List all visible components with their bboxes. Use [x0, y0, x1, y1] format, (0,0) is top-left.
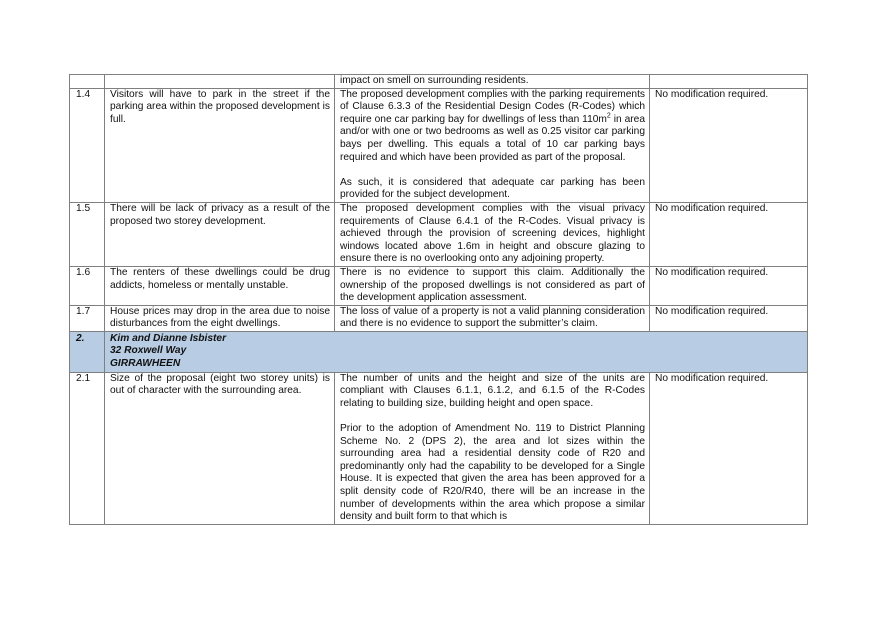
submitter-number: 2. [70, 331, 105, 372]
submitter-details [105, 331, 808, 372]
table-row [70, 202, 808, 266]
outcome-cell: No modification required. [650, 372, 808, 524]
issue-cell: Size of the proposal (eight two storey units) is out of character with the surrounding area. [105, 372, 335, 524]
response-cell [335, 372, 650, 524]
response-cell: There is no evidence to support this claim. Additionally the ownership of the proposed dwellings is not considered as part of the development application assessment. [335, 266, 650, 305]
response-paragraph [340, 89, 645, 165]
superscript: 2 [606, 112, 611, 120]
row-number: 1.4 [70, 88, 105, 202]
response-paragraph: As such, it is considered that adequate car parking has been provided for the subject development. [340, 176, 645, 201]
outcome-cell: No modification required. [650, 266, 808, 305]
table-row [70, 88, 808, 202]
row-number [70, 75, 105, 89]
table-row [70, 372, 808, 524]
response-cell: The proposed development complies with the visual privacy requirements of Clause 6.4.1 of the R-Codes. Visual privacy is achieved through the provision of screening devices, highlight windows located above 1.6m in height and obscure glazing to ensure there is no overlooking onto any adjoining property. [335, 202, 650, 266]
response-paragraph: Prior to the adoption of Amendment No. 119 to District Planning Scheme No. 2 (DPS 2), the area and lot sizes within the surrounding area had a residential density code of R20 and predominantly only had the capability to be developed for a Single House. It is expected that given the area has been approved for a split density code of R20/R40, there will be an increase in the number of developments within the area which propose a similar density and built form to that which is [340, 423, 645, 523]
row-number: 1.6 [70, 266, 105, 305]
issue-cell: House prices may drop in the area due to noise disturbances from the eight dwellings. [105, 305, 335, 331]
response-text: impact on smell on surrounding residents. [340, 75, 529, 86]
outcome-cell: No modification required. [650, 305, 808, 331]
table-row [70, 266, 808, 305]
issue-cell: There will be lack of privacy as a result of the proposed two storey development. [105, 202, 335, 266]
outcome-cell: No modification required. [650, 202, 808, 266]
submissions-table [69, 74, 808, 525]
response-paragraph: The number of units and the height and size of the units are compliant with Clauses 6.1.1, 6.1.2, and 6.1.5 of the R-Codes relating to building size, building height and open space. [340, 372, 645, 409]
row-number: 1.7 [70, 305, 105, 331]
response-cell: The loss of value of a property is not a valid planning consideration and there is no evidence to support the submitter’s claim. [335, 305, 650, 331]
table-row [70, 305, 808, 331]
response-cell [335, 88, 650, 202]
issue-cell [105, 75, 335, 89]
response-cell [335, 75, 650, 89]
outcome-cell: No modification required. [650, 88, 808, 202]
row-number: 2.1 [70, 372, 105, 524]
table-row [70, 75, 808, 89]
submitter-name: Kim and Dianne Isbister [110, 332, 227, 344]
issue-cell: The renters of these dwellings could be drug addicts, homeless or mentally unstable. [105, 266, 335, 305]
submitter-suburb: GIRRAWHEEN [110, 358, 181, 370]
submitter-street: 32 Roxwell Way [110, 345, 187, 357]
response-text: in area and/or with one or two bedrooms as well as 0.25 visitor car parking bays per dwelling. This equals a total of 10 car parking bays required and which have been provided as part of the proposal. [340, 113, 645, 163]
response-text: The proposed development complies with the parking requirements of Clause 6.3.3 of the Residential Design Codes (R-Codes) which require one car parking bay for dwellings of less than 110m [340, 88, 645, 125]
outcome-cell [650, 75, 808, 89]
row-number: 1.5 [70, 202, 105, 266]
issue-cell: Visitors will have to park in the street if the parking area within the proposed development is full. [105, 88, 335, 202]
submitter-header-row [70, 331, 808, 372]
